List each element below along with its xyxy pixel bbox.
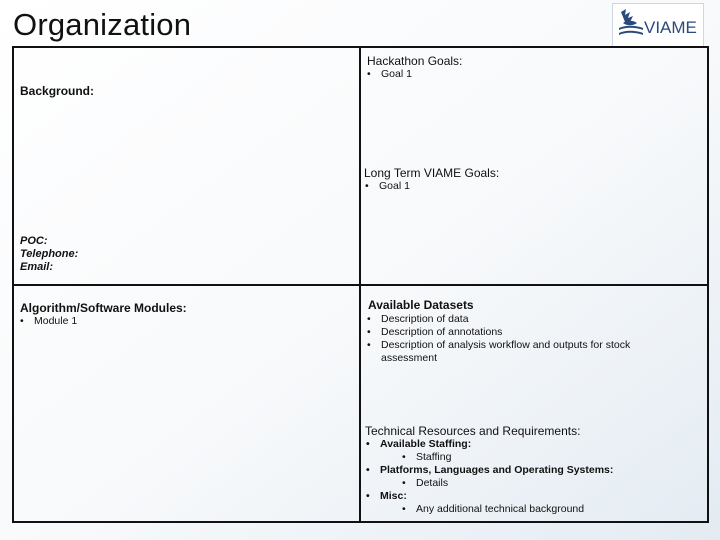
misc-item: • Misc: [366, 490, 407, 502]
list-item: • Description of annotations [367, 326, 503, 338]
telephone-label: Telephone: [20, 248, 79, 260]
email-label: Email: [20, 261, 54, 273]
technical-resources-list [365, 438, 695, 516]
hackathon-goals-list [366, 68, 412, 81]
platforms-detail: • Details [402, 477, 449, 489]
list-item: • Module 1 [20, 315, 78, 327]
viame-logo [612, 3, 704, 47]
datasets-heading: Available Datasets [368, 298, 474, 312]
technical-resources-heading: Technical Resources and Requirements: [365, 424, 581, 438]
list-item: • Description of data [367, 313, 469, 325]
modules-heading: Algorithm/Software Modules: [20, 301, 187, 315]
modules-list [19, 315, 77, 328]
list-item: • Description of analysis workflow and outputs for stock assessment [367, 339, 631, 364]
hackathon-goals-heading: Hackathon Goals: [367, 54, 463, 68]
staffing-detail: • Staffing [402, 451, 452, 463]
background-heading: Background: [20, 84, 95, 98]
staffing-item: • Available Staffing: [366, 438, 472, 450]
logo-text: VIAME [644, 18, 697, 37]
list-item: • Goal 1 [365, 180, 410, 192]
platforms-item: • Platforms, Languages and Operating Systems: [366, 464, 614, 476]
poc-label: POC: [20, 235, 48, 247]
datasets-list [366, 313, 666, 365]
fish-logo-icon [613, 4, 703, 46]
list-item: • Goal 1 [367, 68, 412, 80]
page-title: Organization [13, 7, 192, 42]
long-term-goals-list [364, 180, 410, 193]
row-divider [12, 284, 709, 286]
misc-detail: • Any additional technical background [402, 503, 585, 515]
long-term-goals-heading: Long Term VIAME Goals: [364, 166, 500, 180]
